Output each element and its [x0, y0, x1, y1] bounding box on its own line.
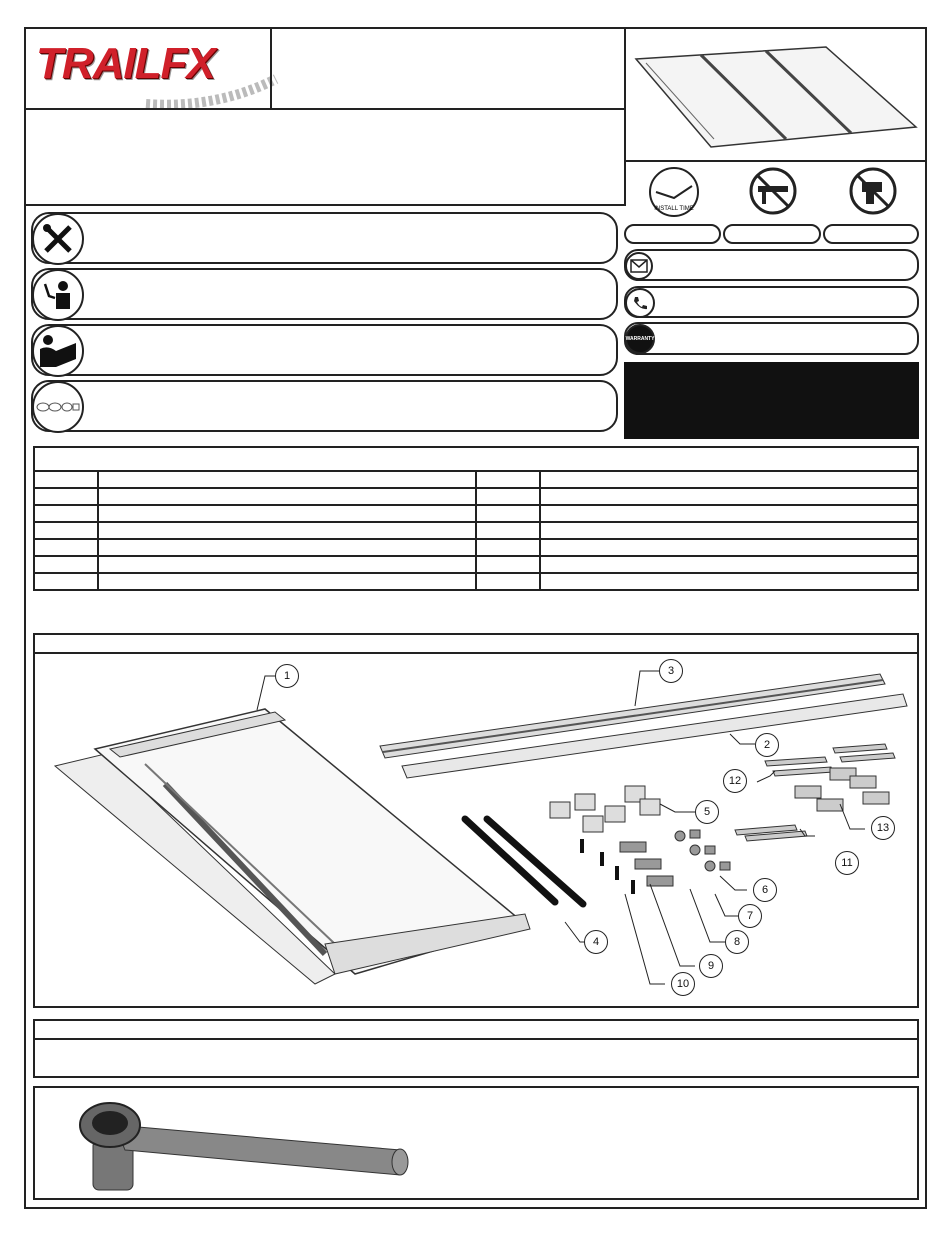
dark-info-panel	[624, 362, 919, 439]
table-row	[34, 556, 918, 573]
callout-10: 10	[671, 972, 695, 996]
no-drilling-icon	[848, 166, 898, 216]
title-box	[270, 27, 626, 110]
professional-install-icon	[41, 278, 75, 312]
no-cutting-icon	[748, 166, 798, 216]
read-manual-icon	[38, 333, 78, 369]
tools-icon	[41, 222, 75, 256]
phone-icon	[632, 295, 648, 311]
email-icon-circle	[625, 252, 653, 280]
install-icons-row	[624, 160, 927, 222]
install-time-field	[624, 224, 721, 244]
exploded-diagram-box	[33, 652, 919, 1008]
parts-table	[33, 446, 919, 622]
parts-table-header	[33, 446, 919, 470]
tools-image-box	[33, 1086, 919, 1200]
manual-field	[31, 324, 618, 376]
callout-3: 3	[659, 659, 683, 683]
phone-field	[624, 286, 919, 318]
table-row	[34, 539, 918, 556]
callout-4: 4	[584, 930, 608, 954]
tire-track-graphic	[136, 49, 286, 109]
callout-13: 13	[871, 816, 895, 840]
tools-header	[33, 1019, 919, 1040]
hardware-icon	[36, 401, 80, 413]
hardware-field	[31, 380, 618, 432]
email-field	[624, 249, 919, 281]
install-time-label: INSTALL TIME	[654, 206, 694, 212]
callout-2: 2	[755, 733, 779, 757]
professional-icon-circle	[32, 269, 84, 321]
professional-install-field	[31, 268, 618, 320]
warranty-field	[624, 322, 919, 355]
table-row	[34, 505, 918, 522]
callout-5: 5	[695, 800, 719, 824]
tonneau-cover-image	[626, 29, 925, 160]
tools-list-box	[33, 1038, 919, 1078]
clock-icon	[648, 166, 700, 218]
description-box	[24, 108, 626, 206]
callout-6: 6	[753, 878, 777, 902]
callout-11: 11	[835, 851, 859, 875]
table-row	[34, 488, 918, 505]
tools-icon-circle	[32, 213, 84, 265]
parts-table-grid	[33, 470, 919, 591]
hardware-icon-circle	[32, 381, 84, 433]
callout-12: 12	[723, 769, 747, 793]
cutting-field	[723, 224, 821, 244]
callout-7: 7	[738, 904, 762, 928]
ratchet-wrench-image	[55, 1090, 455, 1200]
product-image-box	[624, 27, 927, 162]
drilling-field	[823, 224, 919, 244]
email-icon	[630, 259, 648, 273]
tools-required-field	[31, 212, 618, 264]
table-row	[34, 573, 918, 590]
diagram-header	[33, 633, 919, 654]
table-row	[34, 522, 918, 539]
manual-icon-circle	[32, 325, 84, 377]
callout-8: 8	[725, 930, 749, 954]
logo-box	[24, 27, 272, 110]
phone-icon-circle	[625, 288, 655, 318]
exploded-parts-diagram	[35, 654, 917, 1006]
callout-9: 9	[699, 954, 723, 978]
callout-1: 1	[275, 664, 299, 688]
trailfx-logo: TRAILFX	[36, 39, 215, 88]
table-row	[34, 471, 918, 488]
warranty-icon: WARRANTY	[625, 324, 655, 354]
